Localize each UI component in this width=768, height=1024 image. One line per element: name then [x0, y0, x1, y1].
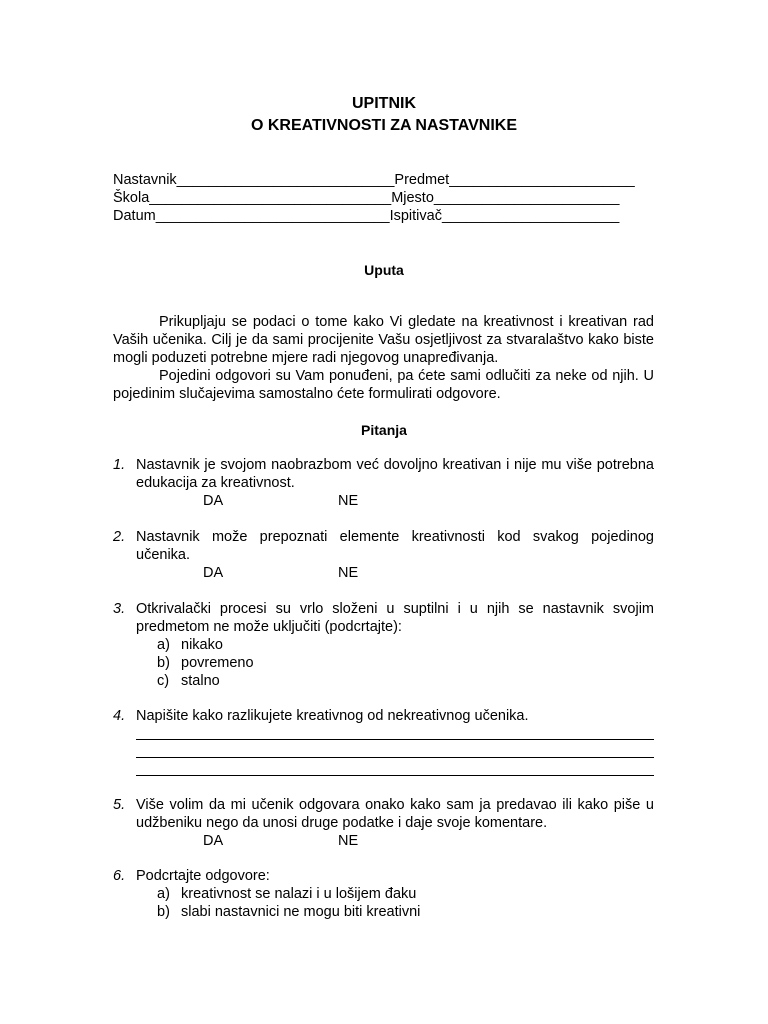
question-text: Napišite kako razlikujete kreativnog od nekreativnog učenika. [136, 708, 529, 724]
answer-ne[interactable]: NE [338, 493, 359, 509]
answer-line-1[interactable] [136, 725, 654, 743]
field-row-date-examiner: Datum_____________________________Ispitivač______________________ [113, 208, 620, 224]
answer-da[interactable]: DA [203, 565, 224, 581]
option-text: nikako [181, 637, 223, 653]
question-text: Otkrivalački procesi su vrlo složeni u suptilni i u njih se nastavnik svojim predmetom ne može uključiti (podcrtajte): [136, 601, 654, 635]
answer-choices [203, 492, 654, 510]
answer-choices [203, 832, 654, 850]
option-label: b) [157, 904, 170, 920]
option-text: slabi nastavnici ne mogu biti kreativni [181, 904, 421, 920]
answer-da[interactable]: DA [203, 493, 224, 509]
field-row-teacher-subject: Nastavnik___________________________Predmet_______________________ [113, 172, 635, 188]
option-item[interactable] [157, 672, 654, 690]
answer-da[interactable]: DA [203, 833, 224, 849]
question-2 [113, 528, 654, 582]
question-text: Podcrtajte odgovore: [136, 868, 270, 884]
instructions-text [113, 313, 654, 403]
answer-line-2[interactable] [136, 743, 654, 761]
question-number: 5. [113, 797, 126, 813]
question-number: 1. [113, 457, 126, 473]
field-row-school-place: Škola______________________________Mjesto_______________________ [113, 190, 620, 206]
option-list [157, 636, 654, 690]
question-number: 4. [113, 708, 126, 724]
document-subtitle: O KREATIVNOSTI ZA NASTAVNIKE [250, 117, 518, 134]
questions-heading: Pitanja [361, 422, 407, 438]
option-item[interactable] [157, 885, 654, 903]
question-text: Više volim da mi učenik odgovara onako kako sam ja predavao ili kako piše u udžbeniku nego da unosi druge podatke i daje svoje komentare. [136, 797, 654, 831]
option-text: povremeno [181, 655, 254, 671]
question-number: 2. [113, 529, 126, 545]
option-label: a) [157, 637, 170, 653]
option-list [157, 885, 654, 921]
option-item[interactable] [157, 636, 654, 654]
answer-ne[interactable]: NE [338, 833, 359, 849]
option-item[interactable] [157, 903, 654, 921]
instructions-paragraph-2: Pojedini odgovori su Vam ponuđeni, pa ćete sami odlučiti za neke od njih. U pojedinim slučajevima samostalno ćete formulirati odgovore. [113, 368, 654, 402]
question-number: 6. [113, 868, 126, 884]
option-item[interactable] [157, 654, 654, 672]
answer-choices [203, 564, 654, 582]
option-label: c) [157, 673, 170, 689]
question-3 [113, 600, 654, 690]
instructions-paragraph-1: Prikupljaju se podaci o tome kako Vi gledate na kreativnost i kreativan rad Vaših učenika. Cilj je da sami procijenite Vašu osjetljivost za stvaralaštvo kako biste mogli poduzeti potrebne mjere radi njegovog unapređivanja. [113, 314, 654, 366]
option-label: a) [157, 886, 170, 902]
question-1 [113, 456, 654, 510]
question-6 [113, 867, 654, 921]
instructions-heading: Uputa [364, 262, 404, 278]
question-text: Nastavnik je svojom naobrazbom već dovoljno kreativan i nije mu više potrebna edukacija za kreativnost. [136, 457, 654, 491]
option-text: kreativnost se nalazi i u lošijem đaku [181, 886, 417, 902]
document-title: UPITNIK [352, 95, 416, 112]
option-label: b) [157, 655, 170, 671]
answer-line-3[interactable] [136, 761, 654, 779]
question-5 [113, 796, 654, 850]
answer-ne[interactable]: NE [338, 565, 359, 581]
question-number: 3. [113, 601, 126, 617]
question-text: Nastavnik može prepoznati elemente kreativnosti kod svakog pojedinog učenika. [136, 529, 654, 563]
option-text: stalno [181, 673, 220, 689]
question-4 [113, 707, 654, 779]
